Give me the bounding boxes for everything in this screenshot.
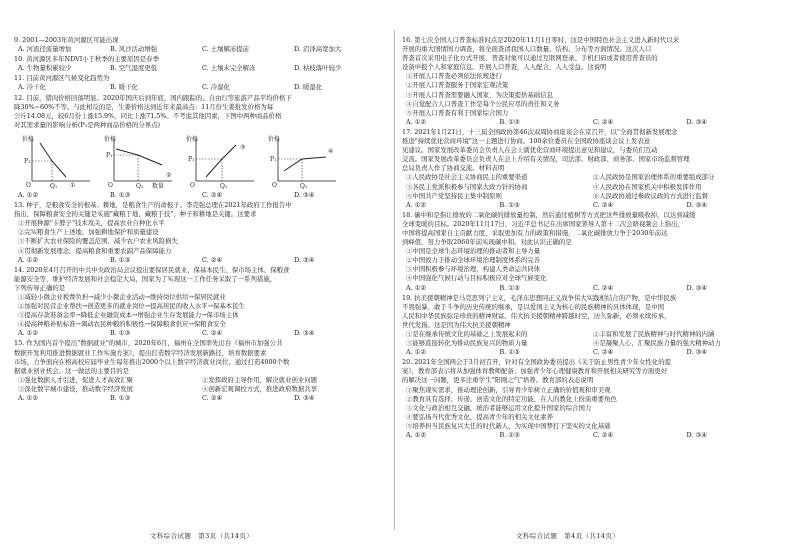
question-options xyxy=(406,284,780,293)
chart-3 xyxy=(184,133,258,189)
option-a: A. ①② xyxy=(18,394,39,402)
option-a: A. ①② xyxy=(406,348,427,357)
item: ④要弘扬当代优秀文化，提高青少年的相关文化素养 xyxy=(406,412,553,421)
item: ②人民政协是国家治理体系的重要组成部分 xyxy=(593,173,715,182)
y-axis-label: 价格 xyxy=(186,135,199,143)
question-line: 14. 2020年4月召开的中共中央政治局会议提出要保居民就业、保基本民生、保市场主体、保粮食 xyxy=(14,265,290,274)
item: ⑤开展人口普查有利于国家综合国力 xyxy=(406,108,509,117)
p1-label: P₁ xyxy=(270,155,277,163)
option-d: D. 暖湿化 xyxy=(294,83,323,92)
option-d: D. ③④ xyxy=(686,283,707,292)
question-line: 不畏强暴、敢于斗争的历史传统的继承，是以爱国主义为核心的民族精神的具体体现，是中国 xyxy=(402,302,665,311)
question-line: 降30%~60%不等。与此相反的是，生姜价格达到近年来最高点：11月份生姜批发价格为每 xyxy=(14,102,274,111)
item: ⑤培养担当民族复兴大任的时代新人，为实现中国梦打下坚实的文化基础 xyxy=(406,421,611,430)
option-c: C. 土壤解冻提前 xyxy=(202,45,250,54)
item: ④创新宏观调控方式，推进政府数据共享 xyxy=(202,384,318,393)
question-line: 指出，保障粮食安全的关键是实施"藏粮于地、藏粮于技"，种子和耕地是关键。这要求 xyxy=(14,210,257,219)
question-stem: 9. 2001—2003年黄河源区可能出现 xyxy=(14,36,119,44)
question-options xyxy=(406,118,780,127)
chart-1 xyxy=(20,133,94,189)
item: ②丰富和发展了民族精神与时代精神的内涵 xyxy=(593,330,715,338)
question-line: 据就业创业机会。这一做法的主要目的是 xyxy=(14,366,130,375)
option-c: C. ②④ xyxy=(202,394,223,402)
item: ②教育具有选择、传递、创造文化的特定功能，在人的教化上扮演重要角色 xyxy=(406,394,617,403)
item: ①减轻小微企业税费负担→减少小微企业活动→维持岗位供给→保居民就业 xyxy=(18,292,226,301)
question-line: 13. 种子，是粮食安全的根基；耕地，是粮食生产的命根子。李克强总理在2021年政府工作报告中 xyxy=(14,201,292,210)
p1-label: P₁ xyxy=(106,151,113,159)
left-column xyxy=(14,36,386,404)
item: ②中国致力于推动全球环境治理制度体系的完善 xyxy=(406,256,541,265)
chart-4 xyxy=(266,133,340,189)
option-d: D. ③④ xyxy=(294,255,315,264)
origin-label: O xyxy=(272,181,277,189)
option-b: B. ①③ xyxy=(110,394,131,402)
page-footer-right: 文科综合试题 第4页（共14页） xyxy=(516,532,620,540)
item: ④人民政协在国家机关中积极发挥作用 xyxy=(593,182,702,191)
question-options xyxy=(18,329,386,338)
question-options xyxy=(406,431,780,440)
option-d: D. ③④ xyxy=(294,329,315,338)
item: ③中国积极参与环境治理，构建人类命运共同体 xyxy=(406,265,541,274)
item: ①是在继承传统文化的基础之上发展起来的 xyxy=(406,330,528,338)
y-axis-label: 价格 xyxy=(22,135,35,143)
option-b: B. ①③ xyxy=(499,348,520,357)
question-line: 15. 作为国内首个提出"数据就业"的城市，2020年6月，福州在全国率先出台《福州市加强公共 xyxy=(14,339,283,348)
p1-label: P₁ xyxy=(24,157,31,165)
item: ①强化数据人才引进，促进人才高效汇聚 xyxy=(18,375,134,384)
question-line: 16. 第七次全国人口普查标准时点是2020年11月1日零时，这是中国特色社会主义进入新时代以来 xyxy=(402,36,680,44)
option-c: C. 冷湿化 xyxy=(202,83,230,92)
question-stem: 11. 目前黄河源区气候变化趋势为 xyxy=(14,74,110,83)
question-line: 能源安全等，维护经济发展和社会稳定大局，国家为了实现这一工作任务采取了一系列措施， xyxy=(14,274,277,283)
origin-label: O xyxy=(190,181,195,189)
option-c: C. ②④ xyxy=(593,283,614,292)
question-19 xyxy=(402,294,780,358)
item: ①中国是全球生态环境治理的推动者和主导力量 xyxy=(406,247,541,256)
option-a: A. ①② xyxy=(406,283,427,292)
option-b: B. 风沙活动增强 xyxy=(110,45,158,54)
item: ①开展种源"卡脖子"技术攻关，提高农业自种化水平 xyxy=(18,219,165,228)
option-a: A. 生物量积累较少 xyxy=(18,64,72,73)
q1-label: Q₁ xyxy=(300,182,308,189)
q1-label: Q₁ xyxy=(136,182,144,189)
item: ③不断扩大农业保险的覆盖范围，减少农户农业风险损失 xyxy=(18,237,178,246)
question-items xyxy=(18,376,386,394)
item: ②发挥政府主导作用，解决就业创业问题 xyxy=(202,375,318,384)
option-d: D. ③④ xyxy=(294,394,315,402)
question-items xyxy=(406,330,780,348)
chart-2 xyxy=(102,133,176,189)
question-options xyxy=(18,45,386,54)
question-18 xyxy=(402,211,780,293)
question-options xyxy=(18,256,386,265)
x-axis-label: 数量 xyxy=(152,182,165,189)
question-14 xyxy=(14,266,386,339)
item: ③提高存款准备金率→降低企业融资成本→增强企业生存发展能力→保市场主体 xyxy=(18,311,239,320)
option-c: C. 土壤未完全解冻 xyxy=(202,64,256,73)
option-a: A. ①② xyxy=(18,190,39,199)
question-stem: 10. 黄河源区多年NDVI小于秋季的主要原因是春季 xyxy=(14,55,159,64)
question-line: 市场，力争面向在榕高校应届毕业生每年推出2000个以上数字经济就业岗位，通过打造4000个数 xyxy=(14,357,290,366)
chart-number: ④ xyxy=(328,147,334,155)
question-options xyxy=(18,394,386,403)
question-line: 人民和中华民族弥足珍贵的精神财富。伟大抗美援朝精神跨越时空，历久弥新，必须永续传承、 xyxy=(402,311,671,320)
item: ⑥人民政协通过参政议政的方式进行监督 xyxy=(593,191,709,200)
item: ③能够直接转化为推动民族复兴的物质力量 xyxy=(406,339,528,348)
question-line: 到峰值，努力争取2060年前实现碳中和。对此认识正确的是 xyxy=(402,238,572,247)
price-quantity-charts xyxy=(20,133,340,189)
question-items xyxy=(14,219,386,255)
item: ③各民主党派积极参与国家大政方针的协商 xyxy=(406,182,528,191)
q1-label: Q₁ xyxy=(220,182,228,189)
question-options xyxy=(18,83,386,92)
item: ②完实粮食生产上述地，加强耕地保护和质量建设 xyxy=(18,228,159,237)
option-d: D. ③④ xyxy=(294,190,315,199)
y-axis-label: 价格 xyxy=(104,135,117,143)
chart-number: ② xyxy=(166,171,172,179)
item: ③文化与政治相互交融，统治者能够运用文化提升国家的综合国力 xyxy=(406,403,592,412)
option-c: C. ②④ xyxy=(202,329,223,338)
question-line: 见建议。国家发展改革委员会负责人在会上就优化营商环境提出意见和建议，与委员们互动 xyxy=(402,146,658,155)
question-options xyxy=(406,201,780,210)
question-items xyxy=(402,72,780,117)
question-line: 中国将提高国家自主贡献力度，采取更加有力的政策和措施，二氧化碳排放力争于2030年前达 xyxy=(402,228,668,237)
option-a: A. ①② xyxy=(18,255,39,264)
y-axis-label: 价格 xyxy=(268,135,281,143)
option-a: A. 冷干化 xyxy=(18,83,46,92)
question-line: 17. 2021年1月21日，十三届全国政协第46次双周协商座谈会在京召开，以"全面贯彻新发展理念 xyxy=(402,127,678,136)
question-items xyxy=(406,173,780,200)
question-line: 19. 抗美援朝精神是马克思列宁主义，毛泽东思想同正义战争伟大实践相结合的产物，是中华民族 xyxy=(402,293,677,302)
option-c: C. ②④ xyxy=(593,200,614,209)
item: ④中国强化气候行动与目标积极应对全球气候变化 xyxy=(406,274,547,283)
question-line: 对其需求量的影响分析(P₁是两种商品价格的分界点) xyxy=(14,120,161,129)
option-c: C. ②④ xyxy=(593,348,614,357)
option-c: C. ②④ xyxy=(202,255,223,264)
question-options xyxy=(406,348,780,357)
question-13 xyxy=(14,201,386,265)
question-options xyxy=(18,64,386,73)
option-b: B. ①③ xyxy=(499,200,520,209)
question-line: 18. 碳中和是指让排放的二氧化碳的排放量控制，然后通过植树等方式把这些排放量吸收掉，以达到减缓 xyxy=(402,210,696,219)
option-d: D. 枯枝落叶较少 xyxy=(294,64,342,73)
option-a: A. ①② xyxy=(406,431,427,440)
option-c: C. ②④ xyxy=(593,117,614,126)
question-9 xyxy=(14,36,386,54)
question-line: 全球变暖的目标。2020年11月17日，习近平总书记在出席国家领导人第十二次会晤视频会上指出， xyxy=(402,219,684,228)
item: ①聚焦现实需求，推动理论创新，引导青少年树立正确的价值观和审美观 xyxy=(406,385,611,394)
right-column xyxy=(402,36,780,441)
question-line: 下列传导正确的是 xyxy=(14,283,66,292)
question-line: 设备申报个人和家庭信息。开展人口普查，人人配合，人人受益。这说明 xyxy=(402,63,607,72)
item: ③开展人口普查需要融入国家，为决策提供基础信息 xyxy=(406,90,553,99)
item: ④提高种粮补贴标准→调动农民种粮的积极性→保障粮食供应→保粮食安全 xyxy=(18,320,226,329)
question-16 xyxy=(402,36,780,127)
origin-label: O xyxy=(26,181,31,189)
column-divider xyxy=(394,30,395,530)
option-c: C. ②④ xyxy=(202,190,223,199)
question-line: 公斤14.08元，较6月份上涨15.9%，同比上涨71.5%。不考虑其他因素，下图中两种商品价格 xyxy=(14,111,282,120)
question-20 xyxy=(402,358,780,440)
question-options xyxy=(18,191,386,200)
question-12 xyxy=(14,94,386,200)
item: ②加强对民营企业帮扶→创造更多的就业岗位→提高居民的收入水平→保基本民生 xyxy=(18,302,245,311)
question-line: 普查首次采用电子化方式开展，普查对象可以通过互联网登录、手机扫码或者使用普查员的 xyxy=(402,54,658,63)
question-line: 12. 目前，猪肉价格回落明显。2020年国庆后到年底，国内跟踪的、自由行等旅游产品平均价格下 xyxy=(14,93,292,102)
option-d: D. 沼泽高宽加大 xyxy=(294,45,342,54)
question-line: 开展的重大国情国力调查，将全面查清我国人口数量、结构、分布等方面情况。这次人口 xyxy=(402,45,652,54)
item: ③深化数字城市建设，推动数字经济发展 xyxy=(18,384,134,393)
question-line: 案》，教育部表示将从加强体育教师配备、加强青少年心理健康教育和开展相关研究等方面更好 xyxy=(402,367,668,376)
page-footer-left: 文科综合试题 第3页（共14页） xyxy=(150,532,254,540)
option-c: C. ②④ xyxy=(593,431,614,440)
option-b: B. ①③ xyxy=(110,190,131,199)
question-items xyxy=(402,247,780,283)
option-d: D. ③④ xyxy=(686,117,707,126)
origin-label: O xyxy=(108,181,113,189)
question-17 xyxy=(402,128,780,210)
question-items xyxy=(402,386,780,431)
option-b: B. ①③ xyxy=(499,431,520,440)
question-line: 总局负责人作了协商交流。材料表明 xyxy=(402,164,505,173)
item: ⑤中国共产党坚持民主集中制原则 xyxy=(406,191,502,200)
option-b: B. ①③ xyxy=(499,283,520,292)
option-d: D. ③④ xyxy=(686,348,707,357)
option-b: B. ①③ xyxy=(110,255,131,264)
item: ④是凝聚人心，汇聚民族力量的强大精神动力 xyxy=(593,339,721,348)
option-d: D. ③④ xyxy=(686,200,707,209)
option-b: B. ①③ xyxy=(499,117,520,126)
item: ①人民政协是社会主义协商民主的重要渠道 xyxy=(406,173,528,182)
option-b: B. 空气湿度更低 xyxy=(110,64,158,73)
question-line: 交流。国家发展改革委员会负责人在会上介绍有关情况，司法部、财政部、商务部、国家市场监督管理 xyxy=(402,155,690,164)
question-line: 推进"持续优化营商环境"这一主题进行协商。100余位委员在全国政协座谈会议上发表意 xyxy=(402,137,651,146)
option-b: B. 暖干化 xyxy=(110,83,138,92)
option-a: A. 河流径流量增加 xyxy=(18,45,72,54)
option-a: A. ①② xyxy=(406,200,427,209)
question-items xyxy=(14,293,386,329)
option-b: B. ①③ xyxy=(110,329,131,338)
question-15 xyxy=(14,339,386,403)
item: ④贯彻新发展理念，提高粮食和重要农副产品保障能力 xyxy=(18,246,172,255)
question-line: 数据开发利用推进数据就业工作实施方案》，提出打造数字经济发展新路径，培育数据要素 xyxy=(14,348,267,357)
question-line: 世代发扬。这是因为伟大抗美援朝精神 xyxy=(402,320,511,329)
item: ①开展人口普查必须依法依规进行 xyxy=(406,72,502,81)
option-d: D. ③④ xyxy=(686,431,707,440)
chart-number: ③ xyxy=(240,143,246,151)
item: ②开展人口普查服务于国家宏观决策 xyxy=(406,81,509,90)
item: ④自觉配合人口普查工作是每个公民应尽的责任和义务 xyxy=(406,99,560,108)
question-line: 的解决这一问题，更多注重学生"阳刚之气"培养。教育部的表态说明 xyxy=(402,376,594,385)
p1-label: P₁ xyxy=(188,155,195,163)
q1-label: Q₁ xyxy=(50,182,58,189)
option-a: A. ①② xyxy=(18,329,39,338)
question-line: 20. 2021年全国两会于3月初召开，针对有全国政协委员提出《关于防止男性青少年女性化的提 xyxy=(402,358,671,367)
option-a: A. ①② xyxy=(406,117,427,126)
chart-number: ① xyxy=(70,181,76,189)
question-11 xyxy=(14,74,386,92)
question-10 xyxy=(14,55,386,73)
